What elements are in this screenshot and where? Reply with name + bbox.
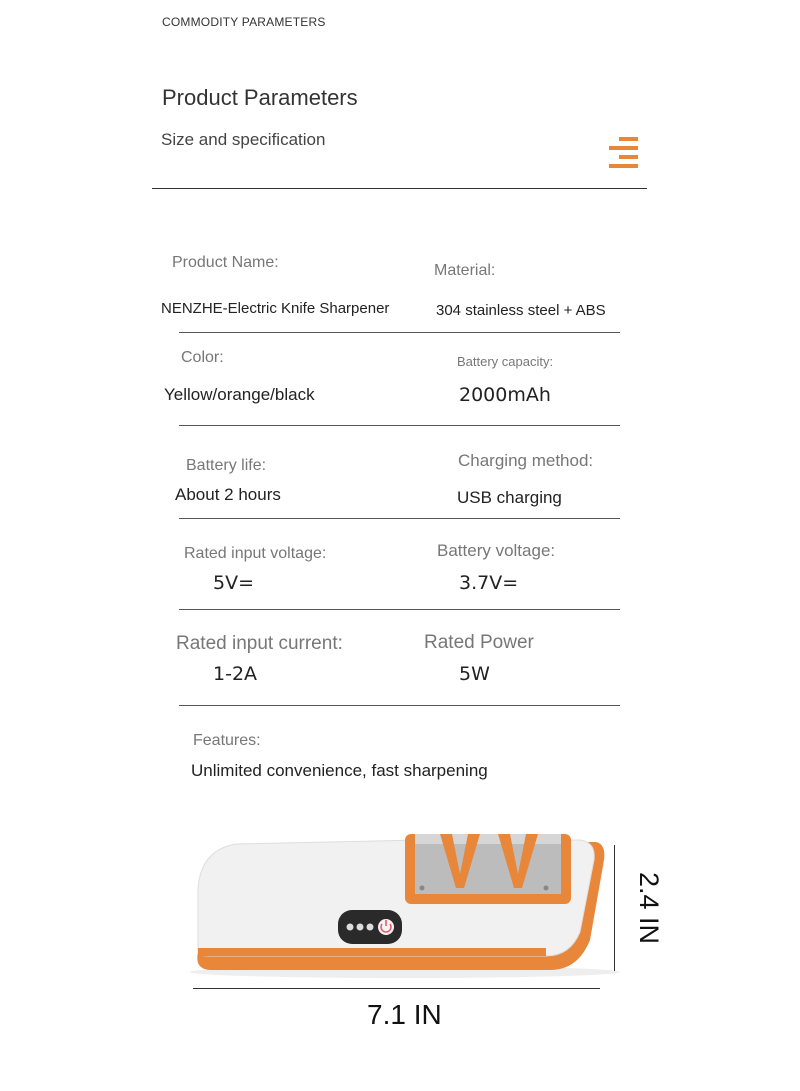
rated-input-voltage-value: 5V= xyxy=(213,572,255,594)
width-dimension-label: 7.1 IN xyxy=(367,999,442,1030)
row-divider xyxy=(179,609,620,610)
height-dimension-label: 2.4 IN xyxy=(634,872,664,945)
page-subtitle: Size and specification xyxy=(161,130,326,149)
product-name-value: NENZHE-Electric Knife Sharpener xyxy=(161,300,390,317)
row-divider xyxy=(179,705,620,706)
charging-method-value: USB charging xyxy=(457,488,562,507)
features-label: Features: xyxy=(193,732,261,749)
material-value: 304 stainless steel + ABS xyxy=(436,302,606,319)
height-dimension-line xyxy=(614,845,615,971)
menu-lines-icon xyxy=(607,136,639,168)
features-value: Unlimited convenience, fast sharpening xyxy=(191,761,488,780)
row-divider xyxy=(179,518,620,519)
indicator-light xyxy=(357,924,364,931)
battery-capacity-label: Battery capacity: xyxy=(457,354,554,369)
section-eyebrow: COMMODITY PARAMETERS xyxy=(162,15,326,29)
rated-power-value: 5W xyxy=(459,663,490,685)
knife-sharpener-illustration xyxy=(150,820,670,1010)
indicator-light xyxy=(367,924,374,931)
battery-voltage-label: Battery voltage: xyxy=(437,541,556,560)
material-label: Material: xyxy=(434,262,496,279)
battery-life-label: Battery life: xyxy=(186,457,267,474)
color-value: Yellow/orange/black xyxy=(164,385,315,404)
width-dimension-line xyxy=(193,988,600,989)
page-title: Product Parameters xyxy=(162,85,358,110)
rated-input-voltage-label: Rated input voltage: xyxy=(184,545,327,562)
rated-input-current-value: 1-2A xyxy=(213,663,258,685)
height-dimension xyxy=(618,868,664,948)
rated-input-current-label: Rated input current: xyxy=(176,633,343,654)
row-divider xyxy=(179,425,620,426)
color-label: Color: xyxy=(181,349,224,366)
header-divider xyxy=(152,188,647,189)
charging-method-label: Charging method: xyxy=(458,451,594,470)
battery-life-value: About 2 hours xyxy=(175,485,281,504)
rated-power-label: Rated Power xyxy=(424,632,534,653)
product-name-label: Product Name: xyxy=(172,254,279,271)
indicator-light xyxy=(347,924,354,931)
battery-capacity-value: 2000mAh xyxy=(459,384,551,406)
row-divider xyxy=(179,332,620,333)
battery-voltage-value: 3.7V= xyxy=(459,572,519,594)
